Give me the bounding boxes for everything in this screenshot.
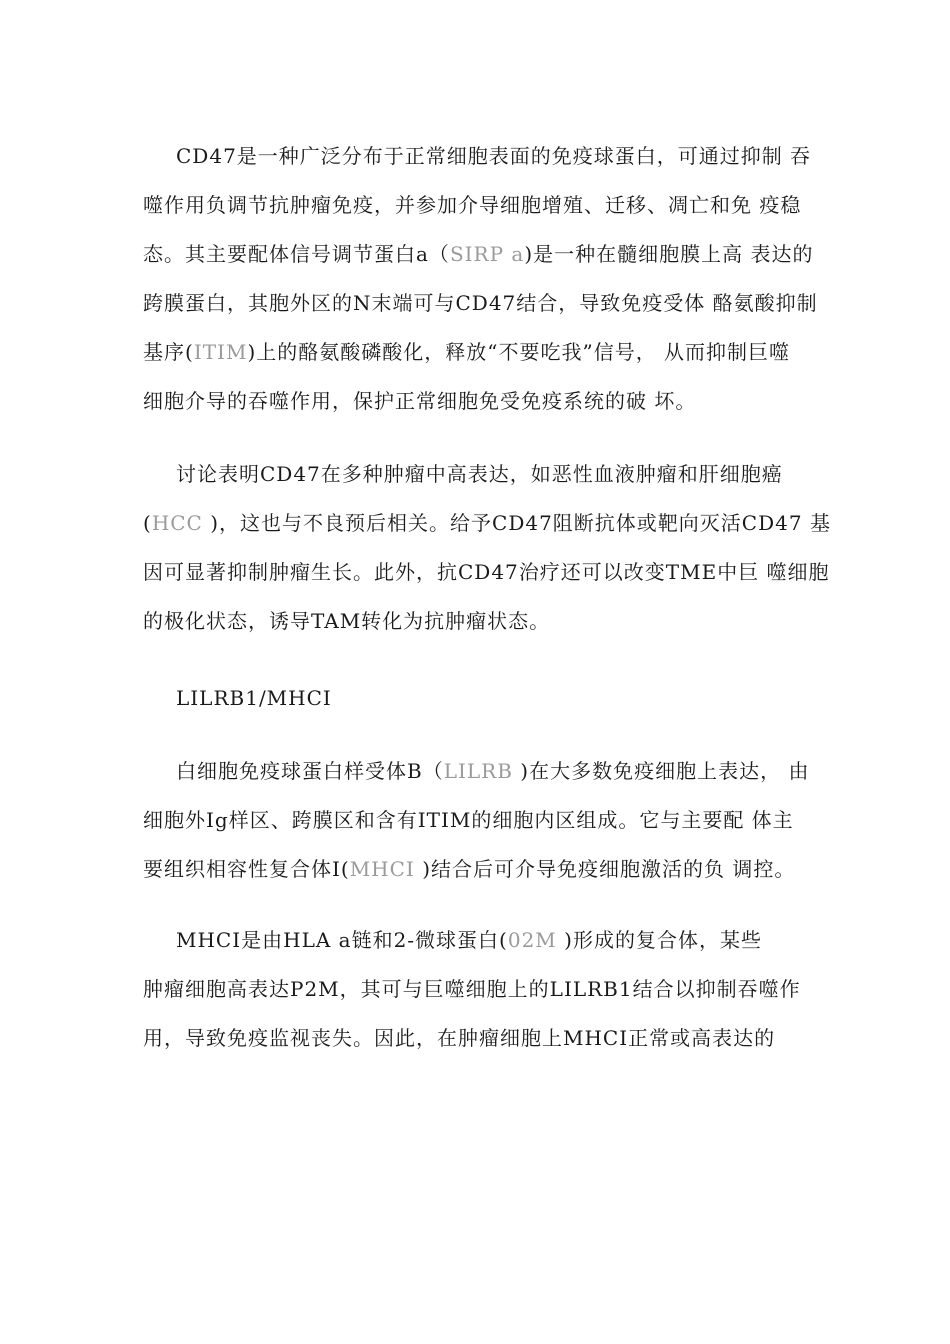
- text-line: 要组织相容性复合体I(MHCI )结合后可介导免疫细胞激活的负 调控。: [143, 857, 796, 881]
- abbreviation-sirpa: SIRP a: [449, 242, 525, 266]
- paragraph-lilrb: [143, 747, 833, 894]
- paragraph-cd47-sirpa: [143, 132, 833, 426]
- text-line: MHCI是由HLA a链和2-微球蛋白(02M )形成的复合体，某些: [176, 928, 762, 952]
- text-line: 讨论表明CD47在多种肿瘤中高表达，如恶性血液肿瘤和肝细胞癌: [176, 462, 783, 486]
- abbreviation-lilrb: LILRB: [443, 759, 521, 783]
- abbreviation-itim: ITIM: [193, 340, 248, 364]
- text-line: 跨膜蛋白，其胞外区的N末端可与CD47结合，导致免疫受体 酪氨酸抑制: [143, 291, 818, 315]
- section-heading-lilrb1-mhci: [143, 674, 833, 723]
- text-line: CD47是一种广泛分布于正常细胞表面的免疫球蛋白，可通过抑制 吞: [176, 144, 812, 168]
- text-line: 态。其主要配体信号调节蛋白a（SIRP a)是一种在髓细胞膜上高 表达的: [143, 242, 814, 266]
- text-line: 白细胞免疫球蛋白样受体B（LILRB )在大多数免疫细胞上表达， 由: [176, 759, 810, 783]
- text-line: 的极化状态，诱导TAM转化为抗肿瘤状态。: [143, 609, 551, 633]
- text-line: 肿瘤细胞高表达P2M，其可与巨噬细胞上的LILRB1结合以抑制吞噬作: [143, 977, 801, 1001]
- paragraph-cd47-tumors: [143, 450, 833, 646]
- text-line: 基序(ITIM)上的酪氨酸磷酸化，释放“不要吃我”信号， 从而抑制巨噬: [143, 340, 791, 364]
- abbreviation-mhci: MHCI: [349, 857, 423, 881]
- abbreviation-b2m: 02M: [507, 928, 565, 952]
- heading-text: LILRB1/MHCI: [176, 686, 332, 710]
- text-line: 用，导致免疫监视丧失。因此，在肿瘤细胞上MHCI正常或高表达的: [143, 1026, 776, 1050]
- text-line: (HCC )，这也与不良预后相关。给予CD47阻断抗体或靶向灭活CD47 基: [143, 511, 831, 535]
- text-line: 因可显著抑制肿瘤生长。此外，抗CD47治疗还可以改变TME中巨 噬细胞: [143, 560, 830, 584]
- text-line: 细胞外Ig样区、跨膜区和含有ITIM的细胞内区组成。它与主要配 体主: [143, 808, 794, 832]
- paragraph-mhci: [143, 916, 833, 1063]
- abbreviation-hcc: HCC: [151, 511, 211, 535]
- text-line: 细胞介导的吞噬作用，保护正常细胞免受免疫系统的破 坏。: [143, 389, 697, 413]
- text-line: 噬作用负调节抗肿瘤免疫，并参加介导细胞增殖、迁移、凋亡和免 疫稳: [143, 193, 802, 217]
